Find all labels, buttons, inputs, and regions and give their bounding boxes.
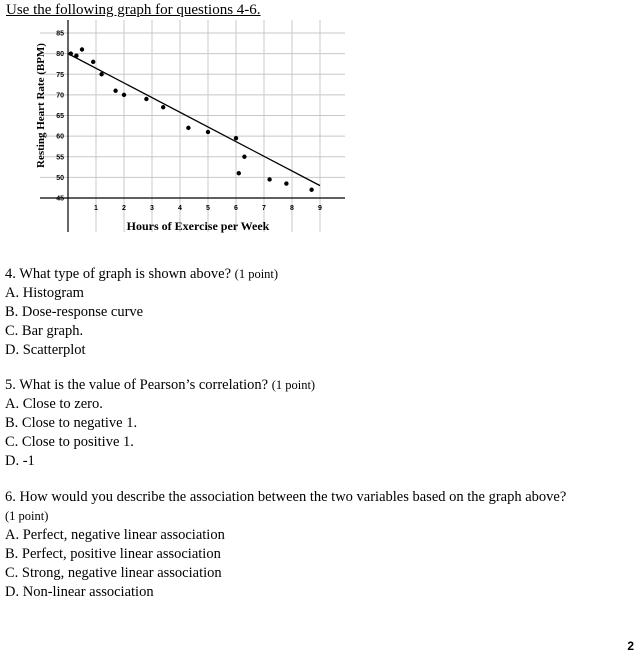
page-heading: Use the following graph for questions 4-6.: [6, 2, 261, 18]
scatter-chart: [0, 0, 642, 240]
question-6: [5, 488, 566, 602]
y-tick-label-2: 55: [56, 154, 64, 162]
data-point-16: [309, 188, 313, 192]
x-tick-label-2: 3: [150, 205, 154, 212]
data-point-6: [122, 93, 126, 97]
question-5-option-a: A. Close to zero.: [5, 396, 103, 412]
question-6-option-c: C. Strong, negative linear association: [5, 565, 222, 581]
question-4-option-a: A. Histogram: [5, 285, 84, 301]
data-point-14: [267, 177, 271, 181]
question-4-option-d: D. Scatterplot: [5, 342, 86, 358]
data-point-0: [69, 51, 73, 55]
x-tick-label-4: 5: [206, 205, 210, 212]
y-tick-label-6: 75: [56, 71, 64, 79]
data-point-9: [186, 126, 190, 130]
data-point-10: [206, 130, 210, 134]
y-tick-label-0: 45: [56, 195, 64, 203]
question-6-stem: 6. How would you describe the association between the two variables based on the graph above?: [5, 489, 567, 505]
question-4-option-b: B. Dose-response curve: [5, 304, 144, 320]
question-4-points: (1 point): [234, 267, 279, 281]
question-4: [5, 265, 278, 360]
data-point-8: [161, 105, 165, 109]
y-tick-label-5: 70: [56, 92, 64, 100]
x-tick-label-7: 8: [290, 205, 294, 212]
question-6-option-b: B. Perfect, positive linear association: [5, 546, 221, 562]
x-tick-label-0: 1: [94, 205, 98, 212]
y-tick-label-1: 50: [56, 174, 64, 182]
data-point-3: [91, 60, 95, 64]
question-4-option-c: C. Bar graph.: [5, 323, 84, 339]
x-tick-label-6: 7: [262, 205, 266, 212]
question-5-option-d: D. -1: [5, 453, 35, 469]
trend-line: [68, 54, 320, 186]
y-tick-label-4: 65: [56, 113, 64, 120]
data-point-4: [99, 72, 103, 76]
data-point-7: [144, 97, 148, 101]
data-point-15: [284, 181, 288, 185]
data-point-2: [80, 47, 84, 51]
page-number: 2: [627, 639, 634, 653]
y-axis-title: Resting Heart Rate (BPM): [35, 43, 47, 168]
x-tick-label-3: 4: [178, 205, 182, 212]
question-6-option-d: D. Non-linear association: [5, 584, 154, 600]
x-axis-title: Hours of Exercise per Week: [126, 219, 270, 233]
question-5-stem: 5. What is the value of Pearson’s correlation?: [5, 377, 269, 393]
y-tick-label-3: 60: [56, 133, 64, 141]
question-5-points: (1 point): [271, 378, 316, 392]
data-point-13: [237, 171, 241, 175]
question-4-stem: 4. What type of graph is shown above?: [5, 266, 232, 282]
x-tick-label-5: 6: [234, 205, 238, 212]
y-tick-label-8: 85: [56, 30, 64, 38]
question-5-option-c: C. Close to positive 1.: [5, 434, 134, 450]
question-5: [5, 376, 315, 471]
data-point-5: [113, 89, 117, 93]
question-6-points: (1 point): [5, 509, 49, 523]
data-point-1: [74, 53, 78, 57]
x-tick-label-8: 9: [318, 205, 322, 212]
question-5-option-b: B. Close to negative 1.: [5, 415, 138, 431]
y-tick-label-7: 80: [56, 51, 64, 59]
data-point-11: [234, 136, 238, 140]
question-6-option-a: A. Perfect, negative linear association: [5, 527, 225, 543]
x-tick-label-1: 2: [122, 205, 126, 212]
data-point-12: [242, 155, 246, 159]
